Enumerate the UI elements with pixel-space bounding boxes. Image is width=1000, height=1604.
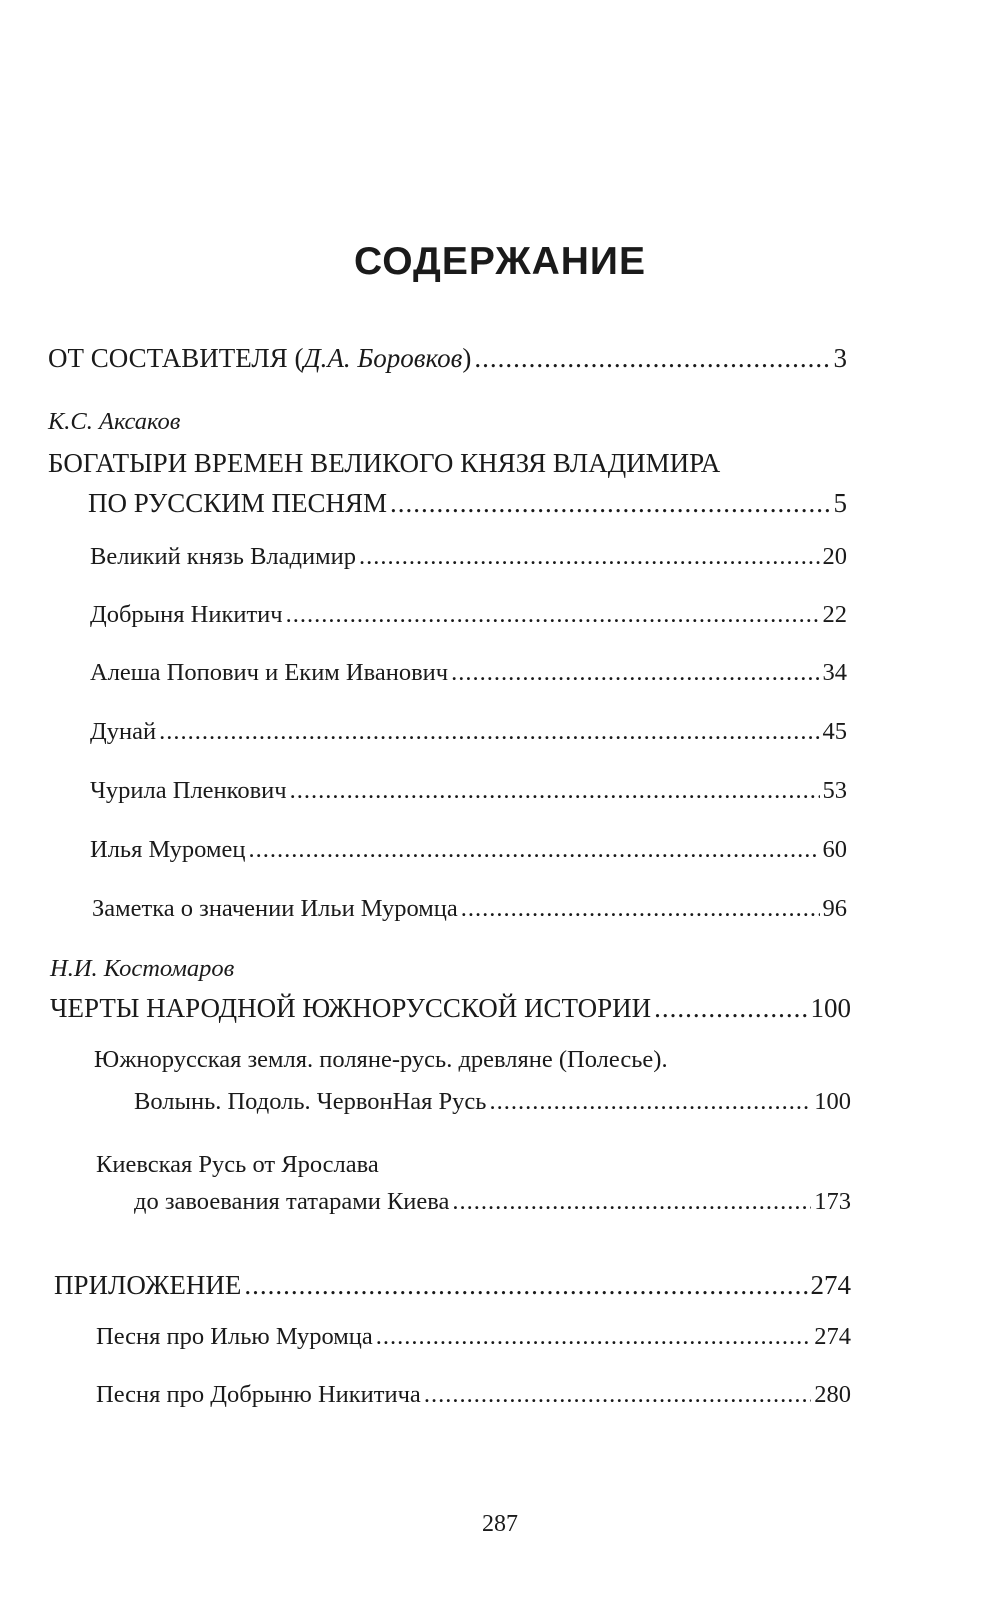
toc-entry-title: Волынь. Подоль. ЧервонНая Русь [134,1088,487,1115]
toc-subentry[interactable] [90,603,847,628]
dot-leader [376,1325,811,1350]
toc-entry-bogatyri[interactable] [88,490,847,517]
toc-page-number: 274 [814,1323,851,1350]
toc-entry-title: Илья Муромец [90,836,246,863]
toc-page-number: 100 [810,993,851,1023]
toc-subentry[interactable] [90,838,847,863]
dot-leader [286,603,820,628]
toc-page-number: 100 [814,1088,851,1115]
dot-leader [390,490,830,517]
toc-entry-from-compiler[interactable] [48,345,847,372]
toc-subentry[interactable] [90,661,847,686]
toc-subentry[interactable] [90,720,847,745]
dot-leader [451,661,819,686]
dot-leader [290,779,820,804]
section-author-kostomarov: Н.И. Костомаров [50,955,235,982]
page-title: СОДЕРЖАНИЕ [354,240,646,283]
toc-entry-title: ОТ СОСТАВИТЕЛЯ (Д.А. Боровков) [48,343,472,373]
dot-leader [452,1190,811,1215]
dot-leader [461,897,820,922]
toc-page-number: 3 [833,343,847,373]
toc-subentry[interactable] [96,1383,851,1408]
toc-page-number: 22 [822,601,847,628]
dot-leader [424,1383,811,1408]
toc-page-number: 5 [833,488,847,518]
dot-leader [244,1272,807,1299]
dot-leader [359,545,820,570]
toc-entry-title: ПРИЛОЖЕНИЕ [54,1270,242,1300]
dot-leader [474,345,830,372]
toc-entry-title: Дунай [90,718,157,745]
dot-leader [654,995,807,1022]
toc-page-number: 20 [822,543,847,570]
section-author-aksakov: К.С. Аксаков [48,408,181,435]
dot-leader [489,1090,811,1115]
toc-page-number: 274 [810,1270,851,1300]
toc-entry-title: Великий князь Владимир [90,543,356,570]
toc-entry-author: Д.А. Боровков [303,343,463,373]
dot-leader [248,838,819,863]
toc-entry-cherty[interactable] [50,995,851,1022]
toc-page-number: 280 [814,1381,851,1408]
dot-leader [159,720,819,745]
toc-entry-title: Добрыня Никитич [90,601,283,628]
toc-page-number: 60 [822,836,847,863]
toc-page-number: 96 [822,895,847,922]
toc-entry-title: Чурила Пленкович [90,777,287,804]
toc-subentry-line1: Южнорусская земля. поляне-русь. древляне (Полесье). [94,1046,668,1073]
toc-entry-title: Заметка о значении Ильи Муромца [92,895,458,922]
section-title-aksakov-line1: БОГАТЫРИ ВРЕМЕН ВЕЛИКОГО КНЯЗЯ ВЛАДИМИРА [48,448,721,478]
toc-subentry[interactable] [134,1090,851,1115]
toc-entry-title: ПО РУССКИМ ПЕСНЯМ [88,488,388,518]
toc-page-number: 45 [822,718,847,745]
toc-subentry[interactable] [90,779,847,804]
page-number-footer: 287 [482,1511,518,1537]
toc-entry-title: Песня про Добрыню Никитича [96,1381,421,1408]
toc-subentry-line1: Киевская Русь от Ярослава [96,1151,379,1178]
toc-subentry[interactable] [96,1325,851,1350]
toc-subentry[interactable] [90,545,847,570]
toc-entry-title: Песня про Илью Муромца [96,1323,373,1350]
toc-entry-title: ЧЕРТЫ НАРОДНОЙ ЮЖНОРУССКОЙ ИСТОРИИ [50,993,652,1023]
toc-subentry[interactable] [134,1190,851,1215]
toc-subentry[interactable] [92,897,847,922]
toc-entry-appendix[interactable] [54,1272,851,1299]
toc-page-number: 173 [814,1188,851,1215]
toc-entry-title: до завоевания татарами Киева [134,1188,450,1215]
toc-entry-title: Алеша Попович и Еким Иванович [90,659,449,686]
toc-page-number: 53 [822,777,847,804]
toc-page-number: 34 [822,659,847,686]
